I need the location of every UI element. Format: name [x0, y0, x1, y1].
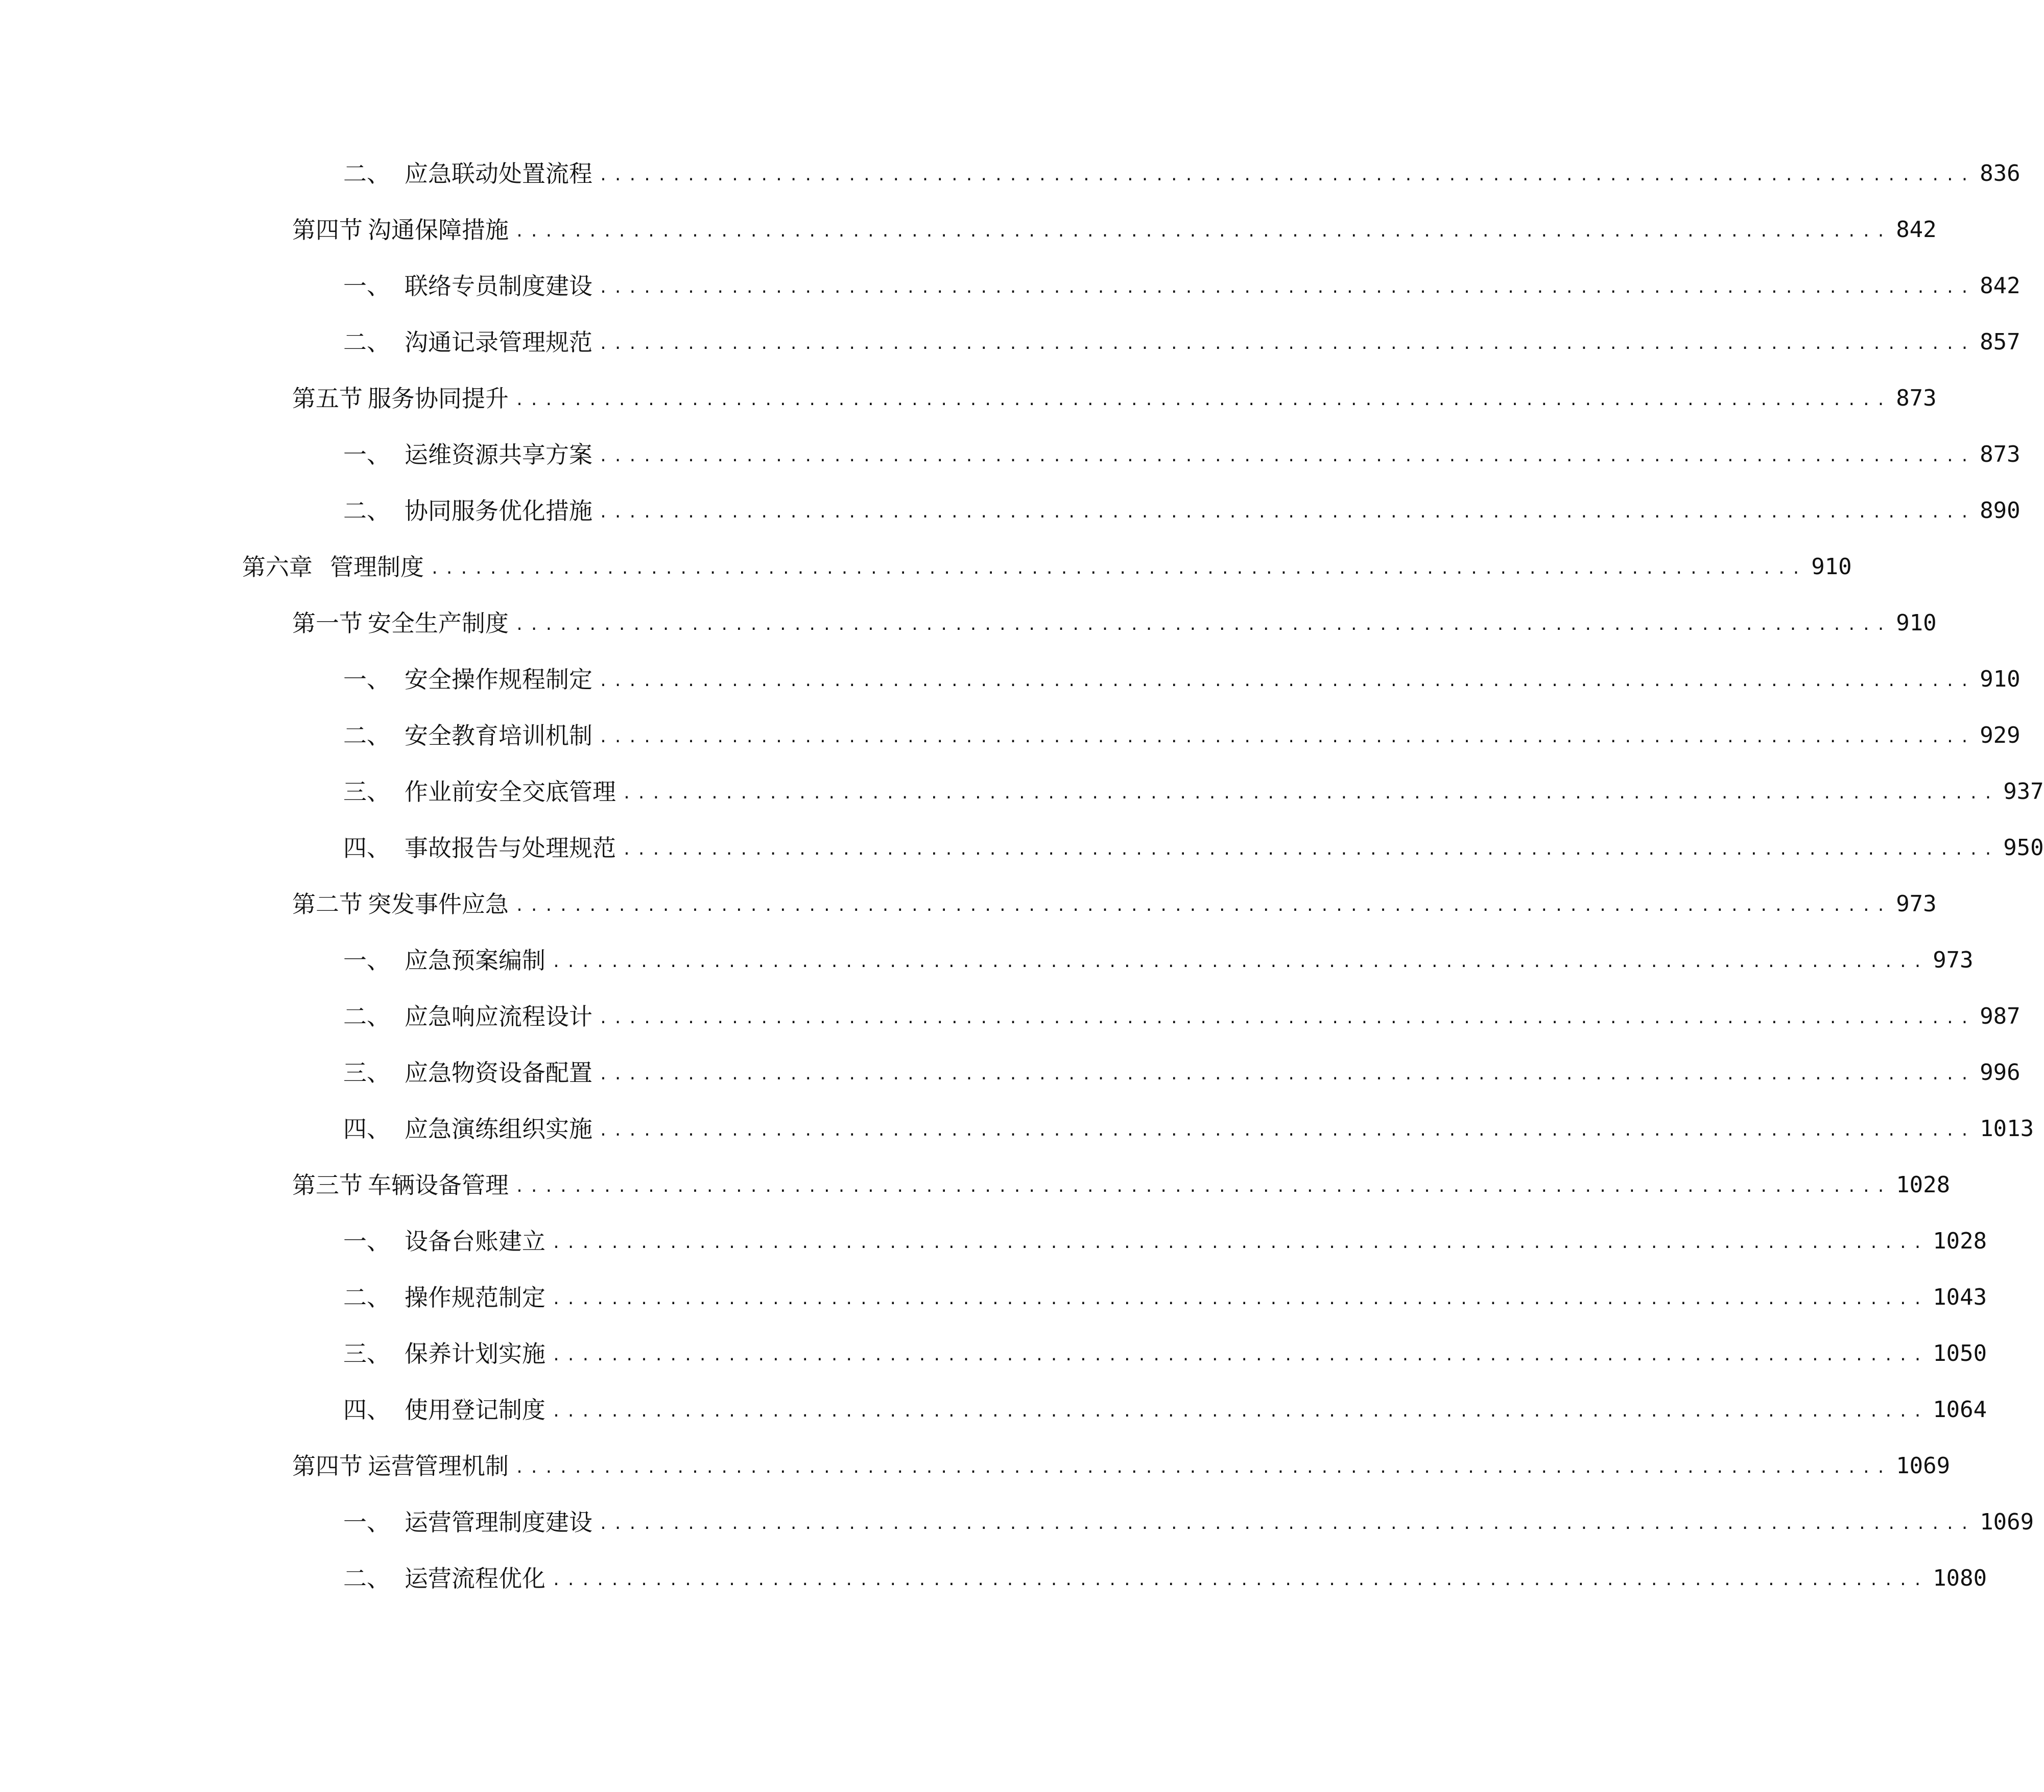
- toc-page-number: 1064: [1933, 1397, 1987, 1423]
- toc-entry-number: 一、: [343, 1508, 390, 1536]
- toc-entry-number: 三、: [343, 1059, 390, 1087]
- toc-page-number: 950: [2003, 835, 2044, 861]
- toc-entry-number: 第四节: [292, 216, 363, 244]
- toc-entry-title: 管理制度: [330, 553, 424, 581]
- toc-entry-title: 运营管理制度建设: [405, 1508, 592, 1536]
- toc-entry-title: 运营管理机制: [368, 1452, 509, 1480]
- toc-page-number: 873: [1896, 385, 1937, 411]
- toc-entry[interactable]: [343, 1328, 1987, 1369]
- toc-entry[interactable]: [343, 1047, 2021, 1088]
- toc-entry-number: 一、: [343, 272, 390, 300]
- toc-entry-title: 协同服务优化措施: [405, 497, 592, 525]
- toc-page-number: 973: [1933, 947, 1974, 973]
- toc-entry-number: 三、: [343, 1340, 390, 1367]
- toc-page-number: 1050: [1933, 1340, 1987, 1366]
- toc-dot-leader: ..............................................................................................: [515, 1459, 1891, 1477]
- toc-entry-number: 二、: [343, 1565, 390, 1592]
- toc-dot-leader: ..............................................................................................: [552, 1347, 1928, 1364]
- toc-entry-title: 作业前安全交底管理: [405, 778, 616, 806]
- toc-dot-leader: ..............................................................................................: [622, 785, 1999, 803]
- toc-dot-leader: ..............................................................................................: [599, 504, 1975, 522]
- toc-dot-leader: ..............................................................................................: [515, 616, 1891, 634]
- toc-entry[interactable]: [343, 766, 2044, 807]
- toc-page-number: 910: [1896, 610, 1937, 636]
- toc-page-number: 973: [1896, 891, 1937, 917]
- toc-entry[interactable]: [292, 204, 1937, 245]
- toc-page-number: 842: [1896, 217, 1937, 243]
- toc-page-number: 937: [2003, 779, 2044, 805]
- toc-page-number: 910: [1980, 666, 2021, 692]
- toc-entry-title: 安全操作规程制定: [405, 666, 592, 693]
- toc-dot-leader: ..............................................................................................: [515, 1178, 1891, 1196]
- toc-entry-title: 沟通记录管理规范: [405, 328, 592, 356]
- toc-dot-leader: ..............................................................................................: [599, 1122, 1975, 1140]
- toc-dot-leader: ..............................................................................................: [622, 841, 1999, 859]
- toc-entry-title: 应急演练组织实施: [405, 1115, 592, 1143]
- toc-entry-title: 车辆设备管理: [368, 1171, 509, 1199]
- toc-entry[interactable]: [343, 317, 2021, 358]
- toc-dot-leader: ..............................................................................................: [515, 223, 1891, 241]
- toc-entry[interactable]: [242, 541, 1852, 582]
- toc-entry[interactable]: [343, 148, 2021, 189]
- toc-page-number: 1028: [1933, 1228, 1987, 1254]
- toc-entry-number: 一、: [343, 1228, 390, 1255]
- toc-entry[interactable]: [343, 1553, 1987, 1594]
- toc-entry-title: 安全生产制度: [368, 609, 509, 637]
- toc-entry-title: 应急预案编制: [405, 947, 545, 974]
- toc-dot-leader: ..............................................................................................: [599, 672, 1975, 690]
- toc-entry-title: 安全教育培训机制: [405, 722, 592, 749]
- toc-dot-leader: ..............................................................................................: [599, 1066, 1975, 1083]
- toc-dot-leader: ..............................................................................................: [552, 1290, 1928, 1308]
- toc-dot-leader: ..............................................................................................: [552, 1234, 1928, 1252]
- toc-entry-number: 二、: [343, 1284, 390, 1311]
- toc-entry[interactable]: [292, 879, 1937, 919]
- toc-entry[interactable]: [292, 598, 1937, 639]
- toc-entry-number: 二、: [343, 497, 390, 525]
- toc-page-number: 996: [1980, 1059, 2021, 1086]
- toc-entry-title: 突发事件应急: [368, 890, 509, 918]
- toc-page-number: 1013: [1980, 1116, 2034, 1142]
- toc-page-number: 890: [1980, 498, 2021, 524]
- toc-page-number: 1080: [1933, 1565, 1987, 1591]
- toc-entry[interactable]: [292, 373, 1937, 414]
- toc-dot-leader: ..............................................................................................: [552, 1403, 1928, 1421]
- toc-entry-number: 四、: [343, 834, 390, 862]
- toc-entry[interactable]: [343, 485, 2021, 526]
- toc-entry-title: 沟通保障措施: [368, 216, 509, 244]
- toc-entry[interactable]: [343, 654, 2021, 695]
- toc-entry-number: 第三节: [292, 1171, 363, 1199]
- toc-entry[interactable]: [292, 1160, 1951, 1200]
- toc-entry-title: 应急联动处置流程: [405, 160, 592, 187]
- toc-page-number: 873: [1980, 441, 2021, 467]
- toc-entry[interactable]: [343, 1216, 1987, 1257]
- toc-page-number: 1069: [1896, 1453, 1951, 1479]
- toc-dot-leader: ..............................................................................................: [599, 167, 1975, 184]
- toc-entry-title: 设备台账建立: [405, 1228, 545, 1255]
- toc-entry[interactable]: [343, 822, 2044, 863]
- toc-entry[interactable]: [343, 261, 2021, 301]
- toc-entry[interactable]: [343, 1103, 2034, 1144]
- toc-entry[interactable]: [343, 1272, 1987, 1313]
- toc-entry-number: 一、: [343, 441, 390, 468]
- toc-entry-number: 四、: [343, 1115, 390, 1143]
- toc-entry-number: 二、: [343, 1003, 390, 1030]
- toc-entry-number: 第四节: [292, 1452, 363, 1480]
- toc-entry[interactable]: [343, 991, 2021, 1032]
- toc-dot-leader: ..............................................................................................: [599, 279, 1975, 297]
- toc-page-number: 836: [1980, 160, 2021, 186]
- toc-page-number: 857: [1980, 329, 2021, 355]
- toc-page-number: 1043: [1933, 1284, 1987, 1310]
- toc-entry[interactable]: [343, 1497, 2034, 1538]
- toc-entry-number: 二、: [343, 328, 390, 356]
- toc-dot-leader: ..............................................................................................: [599, 728, 1975, 746]
- toc-entry[interactable]: [343, 429, 2021, 470]
- toc-page-number: 987: [1980, 1003, 2021, 1029]
- toc-page-number: 929: [1980, 722, 2021, 748]
- toc-dot-leader: ..............................................................................................: [552, 1571, 1928, 1589]
- toc-page-number: 910: [1811, 554, 1852, 580]
- toc-entry-number: 四、: [343, 1396, 390, 1424]
- toc-entry-number: 第五节: [292, 385, 363, 412]
- toc-entry-title: 使用登记制度: [405, 1396, 545, 1424]
- toc-dot-leader: ..............................................................................................: [430, 560, 1807, 578]
- toc-entry[interactable]: [343, 1384, 1987, 1425]
- toc-entry-title: 操作规范制定: [405, 1284, 545, 1311]
- toc-dot-leader: ..............................................................................................: [599, 1009, 1975, 1027]
- toc-dot-leader: ..............................................................................................: [552, 953, 1928, 971]
- toc-entry-number: 三、: [343, 778, 390, 806]
- toc-entry[interactable]: [292, 1441, 1951, 1481]
- toc-entry[interactable]: [343, 935, 1974, 976]
- toc-dot-leader: ..............................................................................................: [515, 897, 1891, 915]
- toc-entry-title: 事故报告与处理规范: [405, 834, 616, 862]
- toc-entry-number: 二、: [343, 722, 390, 749]
- toc-dot-leader: ..............................................................................................: [515, 391, 1891, 409]
- toc-entry-title: 应急物资设备配置: [405, 1059, 592, 1087]
- toc-entry-number: 一、: [343, 947, 390, 974]
- toc-entry-number: 一、: [343, 666, 390, 693]
- toc-page-number: 1069: [1980, 1509, 2034, 1535]
- toc-entry-title: 保养计划实施: [405, 1340, 545, 1367]
- toc-entry-title: 服务协同提升: [368, 385, 509, 412]
- toc-entry-title: 联络专员制度建设: [405, 272, 592, 300]
- toc-page-number: 1028: [1896, 1172, 1951, 1198]
- toc-entry-title: 应急响应流程设计: [405, 1003, 592, 1030]
- toc-entry[interactable]: [343, 710, 2021, 751]
- toc-entry-title: 运维资源共享方案: [405, 441, 592, 468]
- toc-dot-leader: ..............................................................................................: [599, 447, 1975, 465]
- toc-entry-number: 第一节: [292, 609, 363, 637]
- toc-entry-number: 二、: [343, 160, 390, 187]
- toc-entry-number: 第六章: [242, 553, 313, 581]
- toc-dot-leader: ..............................................................................................: [599, 335, 1975, 353]
- toc-page-number: 842: [1980, 273, 2021, 299]
- toc-dot-leader: ..............................................................................................: [599, 1515, 1975, 1533]
- toc-entry-number: 第二节: [292, 890, 363, 918]
- toc-entry-title: 运营流程优化: [405, 1565, 545, 1592]
